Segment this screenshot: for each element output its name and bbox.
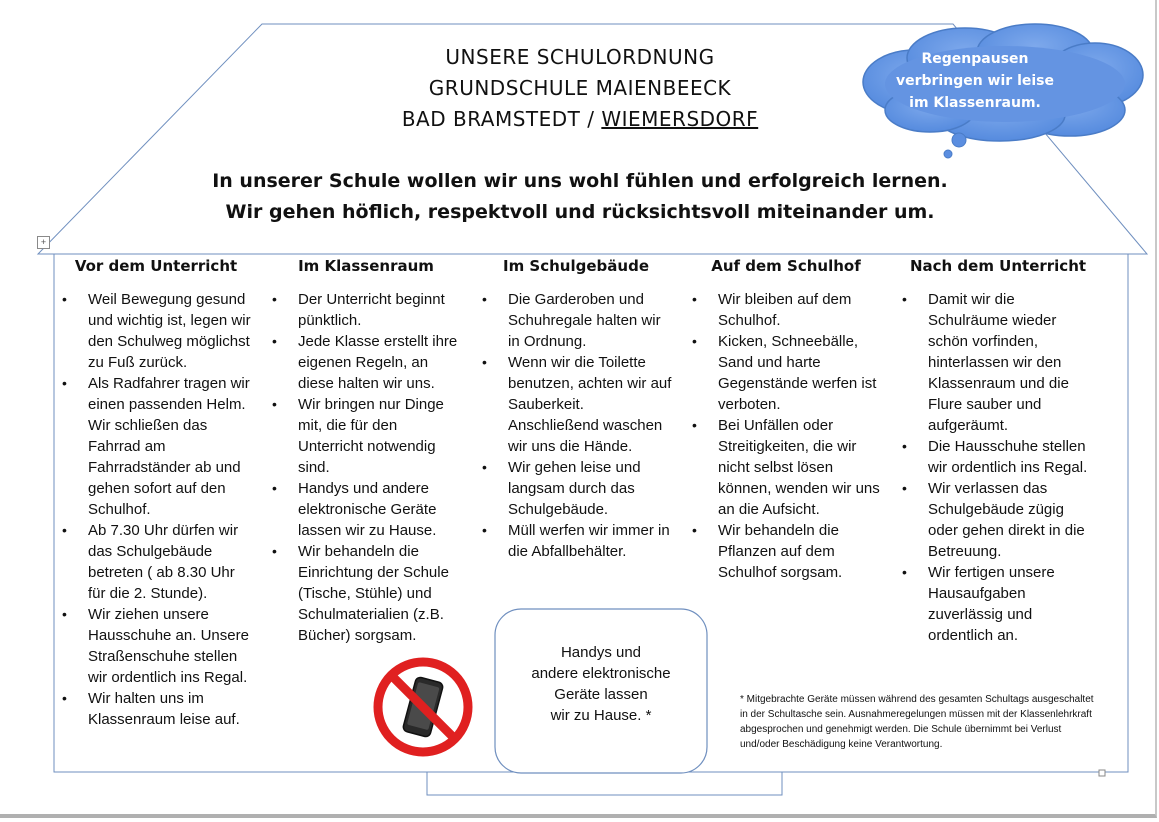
list-item: • Weil Bewegung gesund und wichtig ist, legen wir den Schulweg möglichst zu Fuß zurück. bbox=[88, 289, 254, 373]
column-heading: Im Schulgebäude bbox=[503, 257, 649, 275]
column-nach-dem-unterricht bbox=[898, 255, 1098, 646]
cloud-text bbox=[895, 48, 1055, 114]
rule-list bbox=[58, 289, 254, 730]
sign-line: Geräte lassen bbox=[554, 686, 648, 703]
list-item: • Die Garderoben und Schuhregale halten wir in Ordnung. bbox=[508, 289, 674, 352]
list-item: • Handys und andere elektronische Geräte lassen wir zu Hause. bbox=[298, 478, 464, 541]
rule-list bbox=[688, 289, 884, 583]
list-item: • Wir behandeln die Einrichtung der Schule (Tische, Stühle) und Schulmaterialien (z.B. Bücher) sorgsam. bbox=[298, 541, 464, 646]
list-item: • Wir gehen leise und langsam durch das Schulgebäude. bbox=[508, 457, 674, 520]
column-vor-dem-unterricht bbox=[58, 255, 254, 730]
sign-box-text bbox=[497, 642, 705, 726]
list-item: • Damit wir die Schulräume wieder schön vorfinden, hinterlassen wir den Klassenraum und die Flure sauber und aufgeräumt. bbox=[928, 289, 1098, 436]
list-item: • Jede Klasse erstellt ihre eigenen Regeln, an diese halten wir uns. bbox=[298, 331, 464, 394]
column-auf-dem-schulhof bbox=[688, 255, 884, 583]
column-heading: Vor dem Unterricht bbox=[74, 257, 238, 275]
list-item: • Die Hausschuhe stellen wir ordentlich ins Regal. bbox=[928, 436, 1098, 478]
sign-line: Handys und bbox=[560, 644, 642, 661]
title-city: BAD BRAMSTEDT / bbox=[401, 107, 602, 131]
list-item: • Ab 7.30 Uhr dürfen wir das Schulgebäude betreten ( ab 8.30 Uhr für die 2. Stunde). bbox=[88, 520, 254, 604]
title-village: WIEMERSDORF bbox=[601, 107, 759, 131]
list-item: • Der Unterricht beginnt pünktlich. bbox=[298, 289, 464, 331]
column-im-klassenraum bbox=[268, 255, 464, 646]
list-item: • Wir behandeln die Pflanzen auf dem Schulhof sorgsam. bbox=[718, 520, 884, 583]
list-item: • Wir bleiben auf dem Schulhof. bbox=[718, 289, 884, 331]
list-item: • Wir bringen nur Dinge mit, die für den Unterricht notwendig sind. bbox=[298, 394, 464, 478]
list-item: • Bei Unfällen oder Streitigkeiten, die wir nicht selbst lösen können, wenden wir uns an die Aufsicht. bbox=[718, 415, 884, 520]
column-heading: Nach dem Unterricht bbox=[909, 257, 1087, 275]
list-item: • Wir halten uns im Klassenraum leise auf. bbox=[88, 688, 254, 730]
column-heading: Im Klassenraum bbox=[298, 257, 434, 275]
list-item: • Kicken, Schneebälle, Sand und harte Gegenstände werfen ist verboten. bbox=[718, 331, 884, 415]
table-move-handle-icon[interactable]: + bbox=[37, 236, 50, 249]
column-heading: Auf dem Schulhof bbox=[711, 257, 861, 275]
list-item: • Wir fertigen unsere Hausaufgaben zuverlässig und ordentlich an. bbox=[928, 562, 1098, 646]
rule-list bbox=[268, 289, 464, 646]
title-line: GRUNDSCHULE MAIENBEECK bbox=[428, 76, 732, 100]
motto-line: In unserer Schule wollen wir uns wohl fühlen und erfolgreich lernen. bbox=[212, 170, 948, 192]
sign-line: andere elektronische bbox=[531, 665, 671, 682]
list-item: • Wir ziehen unsere Hausschuhe an. Unsere Straßenschuhe stellen wir ordentlich ins Regal. bbox=[88, 604, 254, 688]
cloud-line: verbringen wir leise bbox=[895, 73, 1054, 89]
title-line bbox=[330, 104, 830, 135]
sign-line: wir zu Hause. * bbox=[550, 707, 652, 724]
rule-list bbox=[478, 289, 674, 562]
rule-list bbox=[898, 289, 1098, 646]
no-phone-icon bbox=[373, 657, 473, 757]
list-item: • Müll werfen wir immer in die Abfallbehälter. bbox=[508, 520, 674, 562]
list-item: • Als Radfahrer tragen wir einen passenden Helm. Wir schließen das Fahrrad am Fahrradständer ab und gehen sofort auf den Schulhof. bbox=[88, 373, 254, 520]
footnote: * Mitgebrachte Geräte müssen während des gesamten Schultags ausgeschaltet in der Schultasche sein. Ausnahmeregelungen müssen mit der Klassenlehrkraft abgesprochen und genehmigt werden. Die Schule übernimmt bei Verlust und/oder Beschädigung keine Verantwortung. bbox=[740, 694, 1094, 750]
list-item: • Wir verlassen das Schulgebäude zügig oder gehen direkt in die Betreuung. bbox=[928, 478, 1098, 562]
page-title bbox=[330, 42, 830, 135]
motto-line: Wir gehen höflich, respektvoll und rücksichtsvoll miteinander um. bbox=[225, 201, 935, 223]
list-item: • Wenn wir die Toilette benutzen, achten wir auf Sauberkeit. Anschließend waschen wir uns die Hände. bbox=[508, 352, 674, 457]
cloud-line: Regenpausen bbox=[921, 51, 1029, 67]
motto bbox=[160, 166, 1000, 228]
column-im-schulgebaeude bbox=[478, 255, 674, 562]
cloud-line: im Klassenraum. bbox=[909, 95, 1041, 111]
title-line: UNSERE SCHULORDNUNG bbox=[445, 45, 715, 69]
